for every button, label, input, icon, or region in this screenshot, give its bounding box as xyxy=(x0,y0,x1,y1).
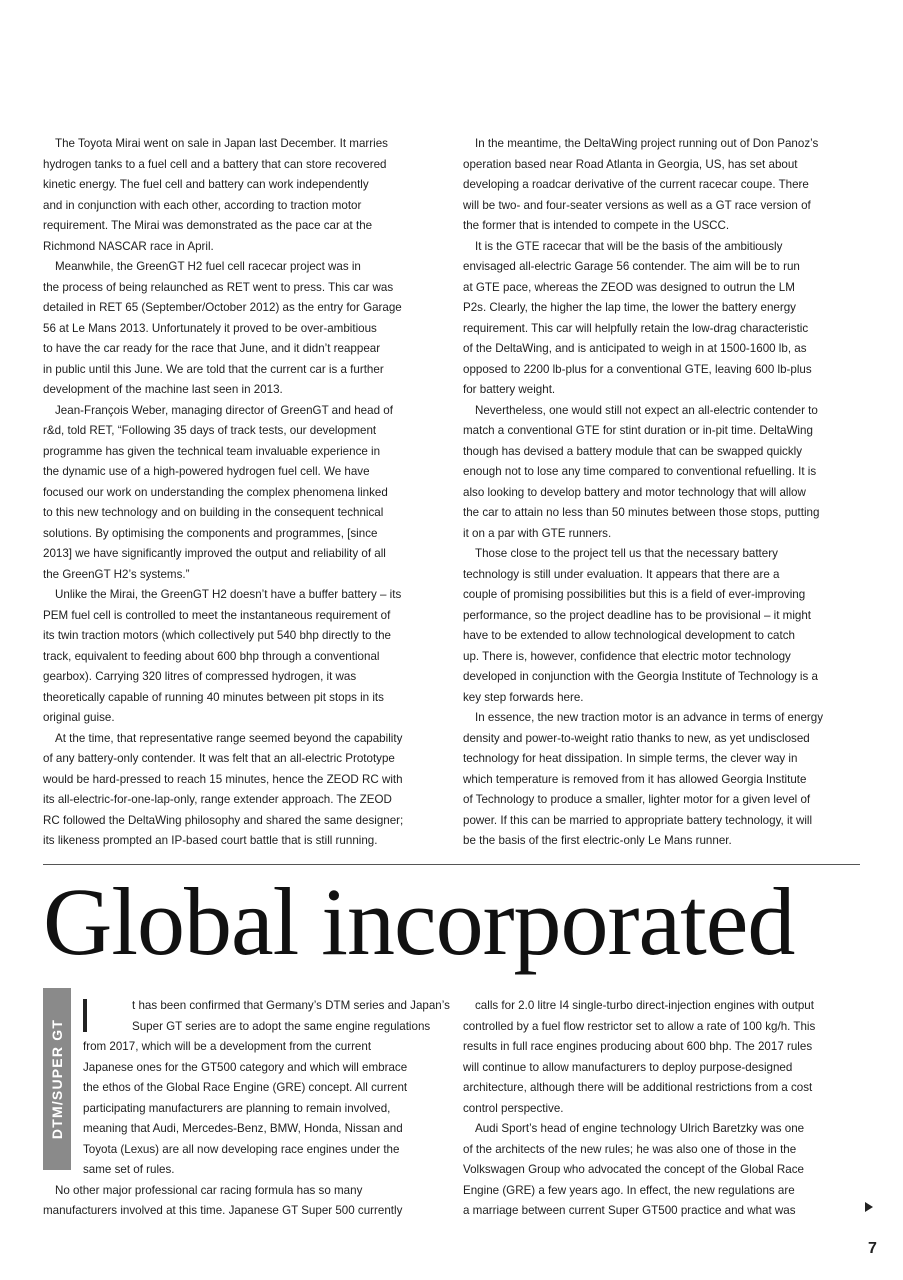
text-line: the former that is intended to compete in the USCC. xyxy=(463,219,730,232)
text-line: a marriage between current Super GT500 practice and what was xyxy=(463,1204,796,1217)
text-line: in public until this June. We are told that the current car is a further xyxy=(43,362,384,376)
text-line: kinetic energy. The fuel cell and battery can work independently xyxy=(43,178,369,191)
text-line: though has devised a battery module that can be swapped quickly xyxy=(463,444,803,458)
text-line: development of the machine last seen in 2013. xyxy=(43,383,283,396)
text-line: of the DeltaWing, and is anticipated to weigh in at 1500-1600 lb, as xyxy=(463,342,807,355)
text-line: its all-electric-for-one-lap-only, range extender approach. The ZEOD xyxy=(43,793,392,806)
text-line: power. If this can be married to appropriate battery technology, it will xyxy=(463,813,813,827)
text-line: calls for 2.0 litre I4 single-turbo direct-injection engines with output xyxy=(475,999,814,1012)
article-paragraph xyxy=(43,729,441,852)
bottom-right-column xyxy=(463,996,863,1222)
text-line: density and power-to-weight ratio thanks to new, as yet undisclosed xyxy=(463,731,810,745)
text-line: control perspective. xyxy=(463,1101,564,1115)
text-line: developed in conjunction with the Georgia Institute of Technology is a xyxy=(463,670,818,683)
text-line: results in full race engines producing about 600 bhp. The 2017 rules xyxy=(463,1040,813,1053)
text-line: of Technology to produce a smaller, lighter motor for a given level of xyxy=(463,793,811,806)
text-line: Unlike the Mirai, the GreenGT H2 doesn’t have a buffer battery – its xyxy=(55,588,402,601)
text-line: also looking to develop battery and motor technology that will allow xyxy=(463,485,806,499)
text-line: of the architects of the new rules; he was also one of those in the xyxy=(463,1142,797,1156)
article-paragraph xyxy=(463,237,865,401)
text-line: enough not to lose any time compared to conventional refuelling. It is xyxy=(463,465,817,478)
text-line: It is the GTE racecar that will be the basis of the ambitiously xyxy=(475,239,783,253)
text-line: Volkswagen Group who advocated the concept of the Global Race xyxy=(463,1163,804,1176)
article-paragraph xyxy=(43,401,441,586)
text-line: The Toyota Mirai went on sale in Japan last December. It marries xyxy=(55,137,388,150)
text-line: In the meantime, the DeltaWing project running out of Don Panoz’s xyxy=(475,137,819,150)
article-paragraph xyxy=(463,401,865,545)
article-paragraph xyxy=(43,585,441,729)
article-paragraph xyxy=(463,996,863,1119)
article-paragraph xyxy=(43,1181,443,1222)
text-line: key step forwards here. xyxy=(463,690,584,704)
text-line: Japanese ones for the GT500 category and which will embrace xyxy=(83,1060,408,1074)
article-paragraph xyxy=(43,134,441,257)
text-line: the dynamic use of a high-powered hydrogen fuel cell. We have xyxy=(43,465,370,478)
headline: Global incorporated xyxy=(43,868,795,975)
text-line: focused our work on understanding the complex phenomena linked xyxy=(43,485,388,499)
article-paragraph xyxy=(463,1119,863,1222)
text-line: the GreenGT H2’s systems.” xyxy=(43,567,190,581)
text-line: requirement. This car will helpfully retain the low-drag characteristic xyxy=(463,321,809,335)
top-right-column xyxy=(463,134,865,852)
section-divider xyxy=(43,864,860,865)
section-tab-label: DTM/SUPER GT xyxy=(49,1018,65,1140)
text-line: Those close to the project tell us that the necessary battery xyxy=(475,547,778,560)
text-line: operation based near Road Atlanta in Georgia, US, has set about xyxy=(463,157,798,171)
text-line: have to be extended to allow technological development to catch xyxy=(463,629,795,642)
text-line: same set of rules. xyxy=(83,1163,175,1176)
text-line: architecture, although there will be additional restrictions from a cost xyxy=(463,1081,813,1094)
text-line: Audi Sport’s head of engine technology Ulrich Baretzky was one xyxy=(475,1122,805,1135)
text-line: Toyota (Lexus) are all now developing race engines under the xyxy=(83,1142,400,1156)
article-intro-paragraph xyxy=(43,996,450,1181)
page-number: 7 xyxy=(868,1240,877,1257)
text-line: controlled by a fuel flow restrictor set to allow a rate of 100 kg/h. This xyxy=(463,1019,816,1033)
text-line: RC followed the DeltaWing philosophy and shared the same designer; xyxy=(43,813,404,827)
bottom-left-column xyxy=(43,996,450,1222)
text-line: and in conjunction with each other, according to traction motor xyxy=(43,198,362,212)
text-line: solutions. By optimising the components and programmes, [since xyxy=(43,526,378,540)
text-line: technology for heat dissipation. In simple terms, the clever way in xyxy=(463,752,798,765)
text-line: t has been confirmed that Germany’s DTM series and Japan’s xyxy=(132,999,450,1012)
text-line: its twin traction motors (which collectively put 540 bhp directly to the xyxy=(43,629,391,642)
top-left-column xyxy=(43,134,441,852)
text-line: track, equivalent to feeding about 600 bhp through a conventional xyxy=(43,649,380,663)
text-line: developing a roadcar derivative of the current racecar coupe. There xyxy=(463,178,809,191)
text-line: 2013] we have significantly improved the output and reliability of all xyxy=(43,547,386,560)
text-line: which temperature is removed from it has allowed Georgia Institute xyxy=(463,772,807,786)
text-line: opposed to 2200 lb-plus for a conventional GTE, leaving 600 lb-plus xyxy=(463,362,812,376)
text-line: Engine (GRE) a few years ago. In effect, the new regulations are xyxy=(463,1183,795,1197)
text-line: up. There is, however, confidence that electric motor technology xyxy=(463,649,791,663)
text-line: its likeness prompted an IP-based court battle that is still running. xyxy=(43,834,378,847)
text-line: Jean-François Weber, managing director of GreenGT and head of xyxy=(55,403,393,417)
text-line: No other major professional car racing formula has so many xyxy=(55,1183,363,1197)
text-line: at GTE pace, whereas the ZEOD was designed to outrun the LM xyxy=(463,280,795,294)
text-line: to this new technology and on building in the consequent technical xyxy=(43,506,384,519)
text-line: detailed in RET 65 (September/October 2012) as the entry for Garage xyxy=(43,301,402,314)
text-line: couple of promising possibilities but this is a field of ever-improving xyxy=(463,588,806,601)
text-line: the process of being relaunched as RET went to press. This car was xyxy=(43,280,394,294)
text-line: theoretically capable of running 40 minutes between pit stops in its xyxy=(43,690,384,704)
text-line: of any battery-only contender. It was felt that an all-electric Prototype xyxy=(43,752,395,765)
text-line: envisaged all-electric Garage 56 contender. The aim will be to run xyxy=(463,260,800,273)
text-line: gearbox). Carrying 320 litres of compressed hydrogen, it was xyxy=(43,670,357,683)
text-line: manufacturers involved at this time. Japanese GT Super 500 currently xyxy=(43,1204,403,1217)
text-line: the car to attain no less than 50 minutes between those stops, putting xyxy=(463,506,820,519)
text-line: from 2017, which will be a development from the current xyxy=(83,1040,372,1053)
text-line: Meanwhile, the GreenGT H2 fuel cell racecar project was in xyxy=(55,260,361,273)
text-line: requirement. The Mirai was demonstrated as the pace car at the xyxy=(43,219,373,232)
article-paragraph xyxy=(463,544,865,708)
text-line: it on a par with GTE runners. xyxy=(463,526,612,540)
article-paragraph xyxy=(43,257,441,401)
text-line: r&d, told RET, “Following 35 days of track tests, our development xyxy=(43,424,377,437)
continue-arrow-icon xyxy=(865,1202,873,1212)
text-line: P2s. Clearly, the higher the lap time, the lower the battery energy xyxy=(463,301,796,314)
text-line: 56 at Le Mans 2013. Unfortunately it proved to be over-ambitious xyxy=(43,321,377,335)
text-line: be the basis of the first electric-only Le Mans runner. xyxy=(463,834,732,847)
text-line: meaning that Audi, Mercedes-Benz, BMW, Honda, Nissan and xyxy=(83,1122,403,1135)
text-line: hydrogen tanks to a fuel cell and a battery that can store recovered xyxy=(43,157,387,171)
text-line: Richmond NASCAR race in April. xyxy=(43,239,214,253)
text-line: match a conventional GTE for stint duration or in-pit time. DeltaWing xyxy=(463,424,813,437)
text-line: PEM fuel cell is controlled to meet the instantaneous requirement of xyxy=(43,608,391,622)
text-line: original guise. xyxy=(43,711,115,724)
text-line: Nevertheless, one would still not expect an all-electric contender to xyxy=(475,403,818,417)
text-line: participating manufacturers are planning to remain involved, xyxy=(83,1101,391,1115)
text-line: for battery weight. xyxy=(463,383,556,396)
text-line: technology is still under evaluation. It appears that there are a xyxy=(463,567,780,581)
text-line: will be two- and four-seater versions as well as a GT race version of xyxy=(463,198,811,212)
article-paragraph xyxy=(463,708,865,852)
text-line: In essence, the new traction motor is an advance in terms of energy xyxy=(475,711,823,724)
drop-cap-i xyxy=(83,999,87,1032)
text-line: will continue to allow manufacturers to deploy purpose-designed xyxy=(463,1060,793,1074)
text-line: Super GT series are to adopt the same engine regulations xyxy=(132,1019,431,1033)
text-line: to have the car ready for the race that June, and it didn’t reappear xyxy=(43,342,381,355)
article-paragraph xyxy=(463,134,865,237)
text-line: the ethos of the Global Race Engine (GRE) concept. All current xyxy=(83,1081,408,1094)
text-line: would be hard-pressed to reach 15 minutes, hence the ZEOD RC with xyxy=(43,772,403,786)
text-line: performance, so the project deadline has to be provisional – it might xyxy=(463,608,812,622)
text-line: programme has given the technical team invaluable experience in xyxy=(43,444,381,458)
text-line: At the time, that representative range seemed beyond the capability xyxy=(55,731,403,745)
